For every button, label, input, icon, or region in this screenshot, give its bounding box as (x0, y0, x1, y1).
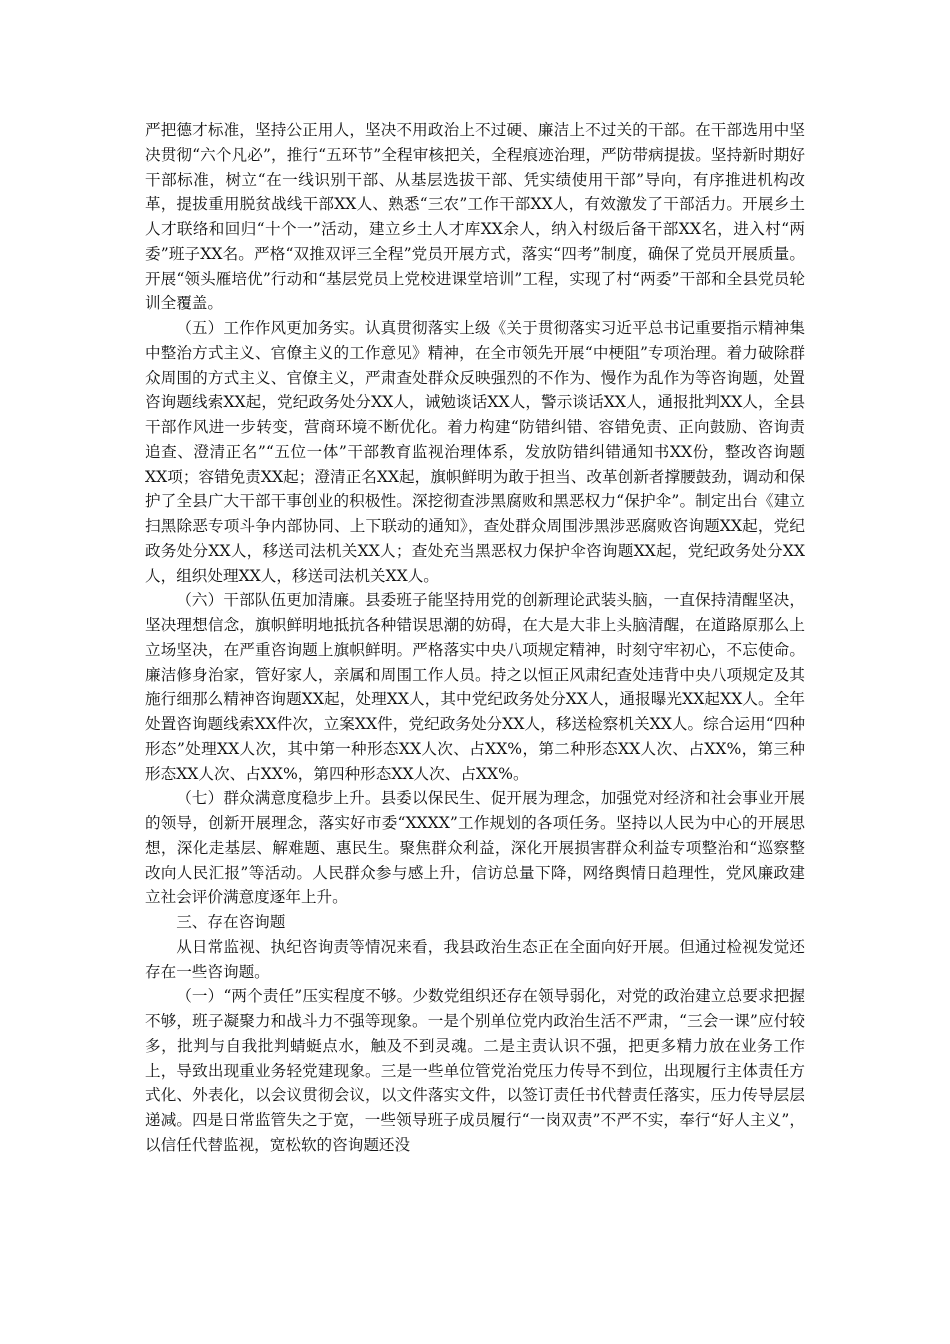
section-heading-existing-problems: 三、存在咨询题 (176, 913, 286, 931)
paragraph-two-responsibilities: （一）“两个责任”压实程度不够。少数党组织还存在领导弱化，对党的政治建立总要求把握不够，班子凝聚力和战斗力不强等现象。一是个别单位党内政治生活不严肃，“三会一课”应付较多，批判与自我批判蜻蜓点水，触及不到灵魂。二是主责认识不强，把更多精力放在业务工作上，导致出现重业务轻党建现象。三是一些单位管党治党压力传导不到位，出现履行主体责任方式化、外表化，以会议贯彻会议，以文件落实文件，以签订责任书代替责任落实，压力传导层层递减。四是日常监管失之于宽，一些领导班子成员履行“一岗双责”不严不实，奉行“好人主义”，以信任代替监视，宽松软的咨询题还没 (145, 987, 805, 1154)
paragraph-problems-intro: 从日常监视、执纪咨询责等情况来看，我县政治生态正在全面向好开展。但通过检视发觉还存在一些咨询题。 (145, 937, 805, 981)
document-page (145, 118, 805, 1158)
paragraph-public-satisfaction: （七）群众满意度稳步上升。县委以保民生、促开展为理念，加强党对经济和社会事业开展的领导，创新开展理念，落实好市委“XXXX”工作规划的各项任务。坚持以人民为中心的开展思想，深化走基层、解难题、惠民生。聚焦群众利益，深化开展损害群众利益专项整治和“巡察整改向人民汇报”等活动。人民群众参与感上升，信访总量下降，网络舆情日趋理性，党风廉政建立社会评价满意度逐年上升。 (145, 789, 805, 907)
paragraph-cadre-selection: 严把德才标准，坚持公正用人，坚决不用政治上不过硬、廉洁上不过关的干部。在干部选用中坚决贯彻“六个凡必”，推行“五环节”全程审核把关，全程痕迹治理，严防带病提拔。坚持新时期好干部标准，树立“在一线识别干部、从基层选拔干部、凭实绩使用干部”导向，有序推进机构改革，提拔重用脱贫战线干部XX人、熟悉“三农”工作干部XX人，有效激发了干部活力。开展乡土人才联络和回归“十个一”活动，建立乡土人才库XX余人，纳入村级后备干部XX名，进入村“两委”班子XX名。严格“双推双评三全程”党员开展方式，落实“四考”制度，确保了党员开展质量。开展“领头雁培优”行动和“基层党员上党校进课堂培训”工程，实现了村“两委”干部和全县党员轮训全覆盖。 (145, 121, 805, 313)
paragraph-cadre-integrity: （六）干部队伍更加清廉。县委班子能坚持用党的创新理论武装头脑，一直保持清醒坚决，坚决理想信念，旗帜鲜明地抵抗各种错误思潮的妨碍，在大是大非上头脑清醒，在道路原那么上立场坚决，在严重咨询题上旗帜鲜明。严格落实中央八项规定精神，时刻守牢初心，不忘使命。廉洁修身治家，管好家人，亲属和周围工作人员。持之以恒正风肃纪查处违背中央八项规定及其施行细那么精神咨询题XX起，处理XX人，其中党纪政务处分XX人，通报曝光XX起XX人。全年处置咨询题线索XX件次，立案XX件，党纪政务处分XX人，移送检察机关XX人。综合运用“四种形态”处理XX人次，其中第一种形态XX人次、占XX%，第二种形态XX人次、占XX%，第三种形态XX人次、占XX%，第四种形态XX人次、占XX%。 (145, 591, 805, 783)
paragraph-work-style: （五）工作作风更加务实。认真贯彻落实上级《关于贯彻落实习近平总书记重要指示精神集中整治方式主义、官僚主义的工作意见》精神，在全市领先开展“中梗阻”专项治理。着力破除群众周围的方式主义、官僚主义，严肃查处群众反映强烈的不作为、慢作为乱作为等咨询题，处置咨询题线索XX起，党纪政务处分XX人，诫勉谈话XX人，警示谈话XX人，通报批判XX人，全县干部作风进一步转变，营商环境不断优化。着力构建“防错纠错、容错免责、正向鼓励、咨询责追查、澄清正名”“五位一体”干部教育监视治理体系，发放防错纠错通知书XX份，整改咨询题XX项；容错免责XX起；澄清正名XX起，旗帜鲜明为敢于担当、改革创新者撑腰鼓劲，调动和保护了全县广大干部干事创业的积极性。深挖彻查涉黑腐败和黑恶权力“保护伞”。制定出台《建立扫黑除恶专项斗争内部协同、上下联动的通知》，查处群众周围涉黑涉恶腐败咨询题XX起，党纪政务处分XX人，移送司法机关XX人；查处充当黑恶权力保护伞咨询题XX起，党纪政务处分XX人，组织处理XX人，移送司法机关XX人。 (145, 319, 805, 585)
